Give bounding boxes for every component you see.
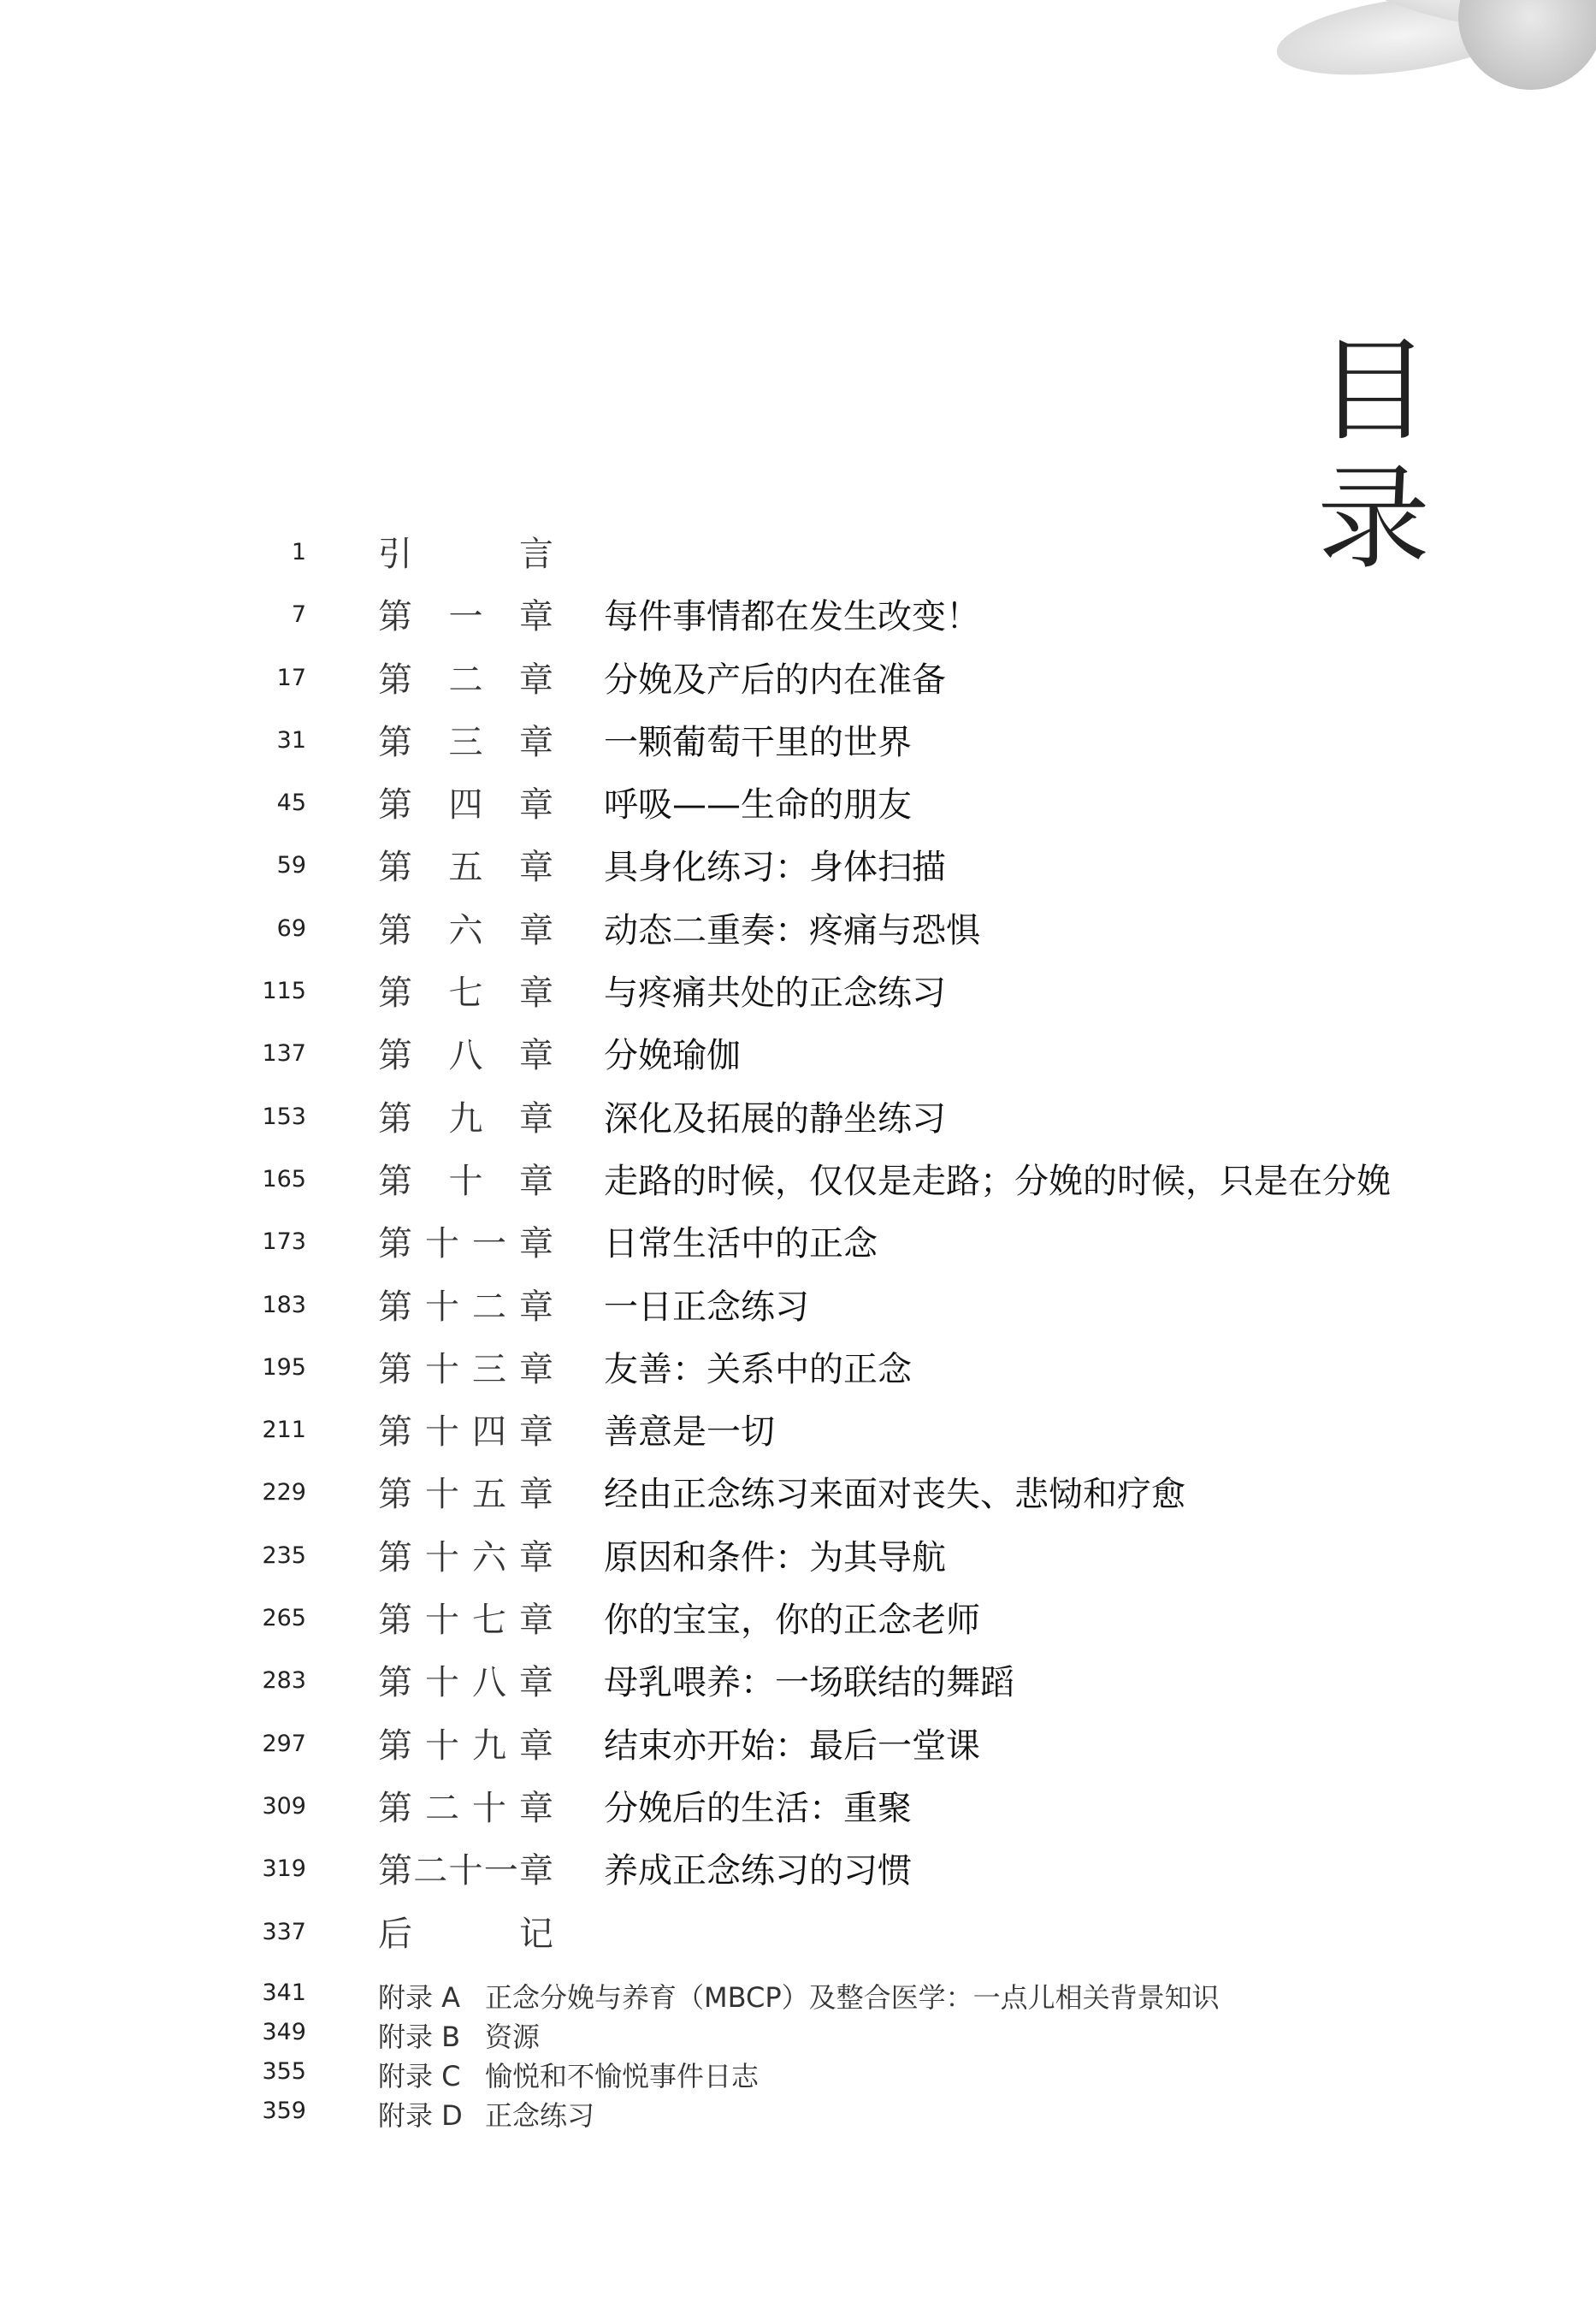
page-number: 31 [276, 726, 306, 754]
label-char: 章 [519, 1036, 553, 1076]
chapter-title: 一颗葡萄干里的世界 [604, 722, 912, 762]
chapter-title: 与疼痛共处的正念练习 [604, 974, 946, 1014]
chapter-title: 具身化练习：身体扫描 [604, 848, 946, 888]
flower-decoration [1249, 0, 1596, 282]
label-char: 七 [472, 1601, 506, 1641]
label-char: 十 [425, 1663, 459, 1703]
label-char: 第 [378, 1663, 412, 1703]
label-char: 章 [519, 1161, 553, 1201]
page-number: 229 [262, 1479, 306, 1506]
toc-row[interactable] [0, 586, 1596, 648]
label-char: 第 [378, 1537, 412, 1577]
label-char: 十 [425, 1287, 459, 1327]
label-char: 言 [519, 535, 553, 574]
toc-row[interactable] [0, 1401, 1596, 1464]
appendix-label: 附录 C [378, 2060, 461, 2092]
chapter-title: 养成正念练习的习惯 [604, 1851, 912, 1891]
toc-row[interactable] [0, 1151, 1596, 1213]
label-char: 章 [519, 1601, 553, 1641]
page-number: 153 [262, 1103, 306, 1130]
label-char: 章 [519, 1287, 553, 1327]
page-number: 7 [291, 601, 306, 629]
toc-row[interactable] [0, 900, 1596, 962]
label-char: 第 [378, 1036, 412, 1076]
label-char: 章 [519, 1098, 553, 1139]
chapter-label [378, 778, 553, 826]
toc-row[interactable] [0, 524, 1596, 586]
label-char: 第 [378, 722, 412, 762]
toc-row[interactable] [0, 1464, 1596, 1526]
chapter-label [378, 1655, 553, 1704]
label-char: 第 [378, 1788, 412, 1828]
label-char: 十 [425, 1412, 459, 1453]
label-char: 九 [472, 1725, 506, 1766]
chapter-label [378, 903, 553, 952]
label-char: 第 [378, 597, 412, 637]
label-char: 章 [519, 722, 553, 762]
chapter-list [0, 524, 1596, 1966]
title-char: 录 [1317, 453, 1430, 585]
toc-row[interactable] [0, 1778, 1596, 1840]
page-number: 349 [262, 2019, 306, 2045]
chapter-label [378, 1405, 553, 1453]
label-char: 六 [472, 1537, 506, 1577]
label-char: 一 [483, 1851, 518, 1891]
chapter-title: 深化及拓展的静坐练习 [604, 1098, 946, 1139]
label-char: 章 [519, 910, 553, 950]
chapter-title: 走路的时候，仅仅是走路；分娩的时候，只是在分娩 [604, 1161, 1391, 1201]
label-char: 章 [519, 1725, 553, 1766]
chapter-label [378, 1593, 553, 1642]
chapter-label [378, 1467, 553, 1516]
label-char: 八 [472, 1663, 506, 1703]
chapter-title: 分娩及产后的内在准备 [604, 660, 946, 700]
label-char: 三 [448, 722, 483, 762]
chapter-title: 日常生活中的正念 [604, 1224, 878, 1264]
chapter-label [378, 1216, 553, 1265]
page-number: 235 [262, 1542, 306, 1569]
page-number: 309 [262, 1792, 306, 1820]
appendix-label: 附录 B [378, 2021, 461, 2053]
title-char: 目 [1317, 325, 1430, 457]
label-char: 第 [378, 1224, 412, 1264]
toc-row[interactable] [0, 1339, 1596, 1401]
toc-row[interactable] [0, 1527, 1596, 1589]
page-number: 69 [276, 914, 306, 942]
chapter-label [378, 715, 553, 764]
chapter-title: 分娩瑜伽 [604, 1036, 741, 1076]
chapter-title: 你的宝宝，你的正念老师 [604, 1601, 980, 1641]
label-char: 章 [519, 660, 553, 700]
appendix-title: 正念练习 [485, 2099, 595, 2132]
page-number: 59 [276, 852, 306, 879]
label-char: 四 [472, 1412, 506, 1453]
label-char: 五 [472, 1475, 506, 1515]
label-char: 二 [472, 1287, 506, 1327]
toc-row[interactable] [0, 962, 1596, 1025]
chapter-label [378, 840, 553, 889]
label-char: 十 [448, 1851, 483, 1891]
label-char: 第 [378, 848, 412, 888]
page-number: 165 [262, 1165, 306, 1193]
toc-row[interactable] [0, 1276, 1596, 1339]
chapter-title: 母乳喂养：一场联结的舞蹈 [604, 1663, 1014, 1703]
chapter-title: 动态二重奏：疼痛与恐惧 [604, 910, 980, 950]
toc-row[interactable] [0, 1088, 1596, 1151]
label-char: 二 [425, 1788, 459, 1828]
toc-row[interactable] [0, 712, 1596, 774]
label-char: 九 [448, 1098, 483, 1139]
toc-row[interactable] [0, 1025, 1596, 1087]
toc-row[interactable] [0, 1652, 1596, 1714]
chapter-title: 经由正念练习来面对丧失、悲恸和疗愈 [604, 1475, 1185, 1515]
page-number: 355 [262, 2058, 306, 2085]
label-char: 六 [448, 910, 483, 950]
page-number: 17 [276, 664, 306, 691]
page-number: 337 [262, 1918, 306, 1945]
label-char: 十 [425, 1725, 459, 1766]
label-char: 第 [378, 660, 412, 700]
page-number: 211 [262, 1417, 306, 1444]
label-char: 第 [378, 1349, 412, 1389]
toc-row[interactable] [0, 1903, 1596, 1966]
chapter-label [378, 1907, 553, 1956]
chapter-label [378, 1154, 553, 1203]
label-char: 章 [519, 1537, 553, 1577]
page-number: 297 [262, 1730, 306, 1757]
appendix-list [0, 1974, 1596, 2132]
label-char: 第 [378, 1851, 412, 1891]
label-char: 第 [378, 1475, 412, 1515]
page-number: 359 [262, 2098, 306, 2124]
label-char: 第 [378, 1601, 412, 1641]
toc-row[interactable] [0, 837, 1596, 899]
label-char: 章 [519, 848, 553, 888]
label-char: 五 [448, 848, 483, 888]
appendix-label: 附录 D [378, 2099, 463, 2132]
chapter-title: 每件事情都在发生改变！ [604, 597, 980, 637]
label-char: 记 [519, 1914, 553, 1954]
toc-row[interactable] [0, 649, 1596, 712]
toc-row[interactable] [0, 1589, 1596, 1652]
label-char: 四 [448, 785, 483, 826]
page-number: 137 [262, 1040, 306, 1068]
page-number: 319 [262, 1855, 306, 1883]
appendix-title: 正念分娩与养育（MBCP）及整合医学：一点儿相关背景知识 [485, 1981, 1220, 2014]
chapter-title: 善意是一切 [604, 1412, 775, 1453]
label-char: 第 [378, 785, 412, 826]
label-char: 一 [472, 1224, 506, 1264]
label-char: 十 [425, 1475, 459, 1515]
chapter-label [378, 966, 553, 1015]
appendix-row[interactable] [0, 2014, 1596, 2053]
label-char: 后 [378, 1914, 412, 1954]
chapter-label [378, 589, 553, 638]
label-char: 第 [378, 1725, 412, 1766]
toc-row[interactable] [0, 1840, 1596, 1903]
chapter-label [378, 1280, 553, 1329]
label-char: 十 [425, 1537, 459, 1577]
chapter-title: 原因和条件：为其导航 [604, 1537, 946, 1577]
appendix-title: 愉悦和不愉悦事件日志 [485, 2060, 760, 2092]
chapter-label [378, 1342, 553, 1391]
appendix-title: 资源 [485, 2021, 541, 2053]
page-number: 173 [262, 1228, 306, 1256]
chapter-label [378, 1844, 553, 1892]
chapter-title: 呼吸——生命的朋友 [604, 785, 912, 826]
label-char: 十 [472, 1788, 506, 1828]
label-char: 三 [472, 1349, 506, 1389]
label-char: 第 [378, 1161, 412, 1201]
appendix-row[interactable] [0, 2053, 1596, 2092]
label-char: 一 [448, 597, 483, 637]
appendix-row[interactable] [0, 2092, 1596, 2132]
label-char: 十 [425, 1601, 459, 1641]
label-char: 十 [448, 1161, 483, 1201]
chapter-title: 分娩后的生活：重聚 [604, 1788, 912, 1828]
label-char: 第 [378, 974, 412, 1014]
label-char: 八 [448, 1036, 483, 1076]
page-number: 1 [291, 539, 306, 565]
appendix-label: 附录 A [378, 1981, 461, 2014]
label-char: 第 [378, 910, 412, 950]
label-char: 章 [519, 974, 553, 1014]
label-char: 章 [519, 1475, 553, 1515]
label-char: 二 [448, 660, 483, 700]
toc-row[interactable] [0, 1715, 1596, 1778]
page-number: 45 [276, 790, 306, 817]
label-char: 章 [519, 1349, 553, 1389]
chapter-title: 友善：关系中的正念 [604, 1349, 912, 1389]
page-number: 183 [262, 1291, 306, 1318]
label-char: 章 [519, 597, 553, 637]
label-char: 十 [425, 1349, 459, 1389]
label-char: 二 [413, 1851, 448, 1891]
label-char: 章 [519, 1851, 553, 1891]
label-char: 章 [519, 1788, 553, 1828]
toc-row[interactable] [0, 774, 1596, 837]
page-number: 265 [262, 1605, 306, 1632]
label-char: 引 [378, 535, 412, 574]
chapter-title: 结束亦开始：最后一堂课 [604, 1725, 980, 1766]
label-char: 第 [378, 1287, 412, 1327]
label-char: 十 [425, 1224, 459, 1264]
toc-row[interactable] [0, 1213, 1596, 1275]
chapter-label [378, 653, 553, 701]
chapter-label [378, 1530, 553, 1579]
appendix-row[interactable] [0, 1974, 1596, 2014]
label-char: 章 [519, 785, 553, 826]
chapter-label [378, 527, 553, 576]
page-number: 115 [262, 978, 306, 1005]
chapter-label [378, 1719, 553, 1767]
page-number: 283 [262, 1667, 306, 1695]
chapter-title: 一日正念练习 [604, 1287, 809, 1327]
chapter-label [378, 1028, 553, 1077]
label-char: 章 [519, 1412, 553, 1453]
chapter-label [378, 1092, 553, 1140]
label-char: 第 [378, 1412, 412, 1453]
page-number: 341 [262, 1980, 306, 2006]
label-char: 章 [519, 1224, 553, 1264]
page-number: 195 [262, 1353, 306, 1381]
label-char: 第 [378, 1098, 412, 1139]
chapter-label [378, 1781, 553, 1830]
label-char: 章 [519, 1663, 553, 1703]
label-char: 七 [448, 974, 483, 1014]
